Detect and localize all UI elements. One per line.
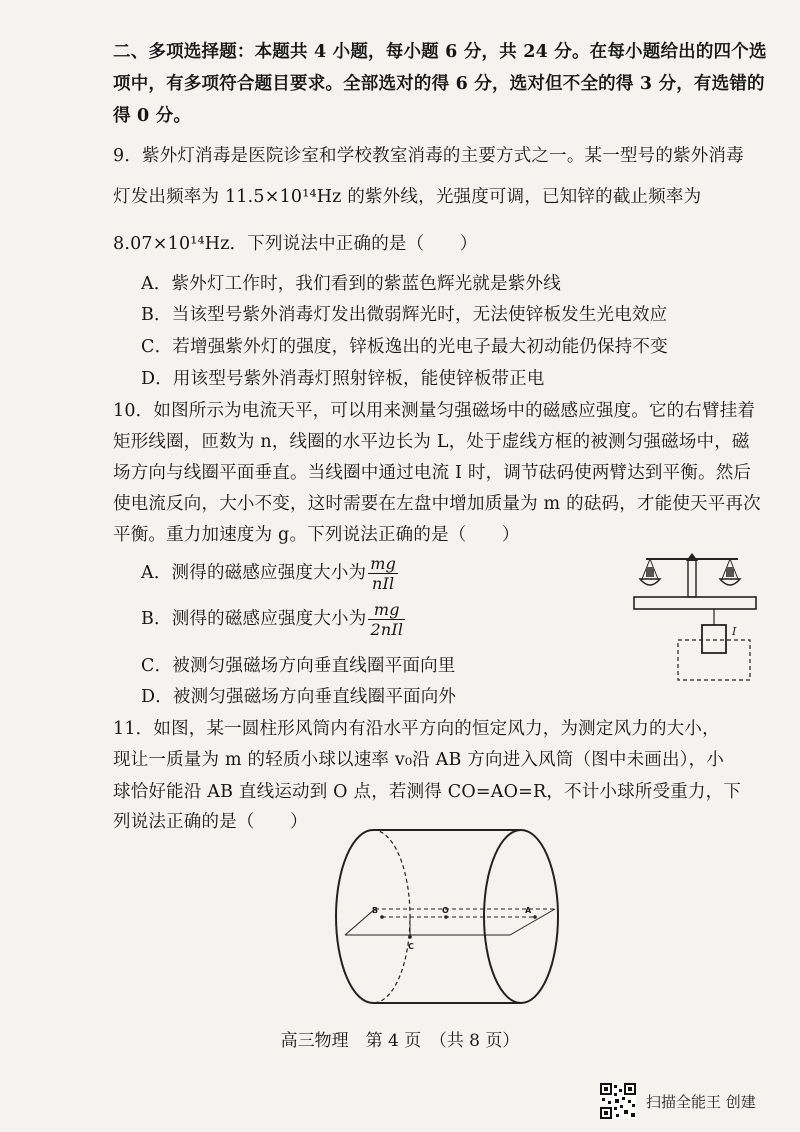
q9-stem-line3: 8.07×10¹⁴Hz．下列说法中正确的是（ ） [113, 234, 478, 254]
point-c-label: C [408, 942, 414, 951]
q10-option-b-denominator: 2nIl [370, 620, 404, 639]
q10-option-a-denominator: nIl [371, 574, 395, 593]
q10-stem-line2: 矩形线圈，匝数为 n，线圈的水平边长为 L，处于虚线方框的被测匀强磁场中，磁 [113, 432, 750, 452]
qr-code-icon [600, 1083, 636, 1119]
q10-stem-line5: 平衡。重力加速度为 g。下列说法正确的是（ ） [113, 525, 520, 545]
q10-option-b-fraction [368, 600, 405, 639]
q10-option-b-numerator: mg [368, 600, 405, 620]
wind-tunnel-figure [330, 825, 570, 1010]
section-header-line3: 得 0 分。 [113, 106, 192, 126]
scanner-label: 扫描全能王 创建 [646, 1092, 756, 1111]
magnetic-field-region [678, 640, 750, 680]
q10-option-a-numerator: mg [370, 554, 397, 573]
q9-stem-line2: 灯发出频率为 11.5×10¹⁴Hz 的紫外线，光强度可调，已知锌的截止频率为 [113, 187, 702, 207]
q10-stem-line3: 场方向与线圈平面垂直。当线圈中通过电流 I 时，调节砝码使两臂达到平衡。然后 [113, 463, 752, 483]
point-b-label: B [372, 906, 379, 915]
q10-stem-line1: 10．如图所示为电流天平，可以用来测量匀强磁场中的磁感应强度。它的右臂挂着 [113, 401, 756, 421]
q11-stem-line4: 列说法正确的是（ ） [113, 812, 308, 832]
q9-option-c: C．若增强紫外灯的强度，锌板逸出的光电子最大初动能仍保持不变 [141, 337, 668, 357]
current-balance-figure [630, 545, 760, 690]
section-header-line1: 二、多项选择题：本题共 4 小题，每小题 6 分，共 24 分。在每小题给出的四个选 [113, 42, 767, 62]
q11-stem-line2: 现让一质量为 m 的轻质小球以速率 v₀沿 AB 方向进入风筒（图中未画出），小 [113, 750, 725, 770]
section-header-line2: 项中，有多项符合题目要求。全部选对的得 6 分，选对但不全的得 3 分，有选错的 [113, 74, 765, 94]
scanner-watermark [600, 1083, 756, 1119]
page-footer: 高三物理 第 4 页 （共 8 页） [280, 1031, 520, 1051]
q9-option-b: B．当该型号紫外消毒灯发出微弱辉光时，无法使锌板发生光电效应 [141, 305, 668, 325]
q9-stem-line1: 9．紫外灯消毒是医院诊室和学校教室消毒的主要方式之一。某一型号的紫外消毒 [113, 146, 744, 166]
q10-option-c: C．被测匀强磁场方向垂直线圈平面向里 [141, 656, 456, 676]
q10-option-b [141, 600, 405, 639]
q10-stem-line4: 使电流反向，大小不变，这时需要在左盘中增加质量为 m 的砝码，才能使天平再次 [113, 494, 761, 514]
q10-option-b-text: B．测得的磁感应强度大小为 [141, 609, 367, 629]
point-o-label: O [442, 906, 449, 915]
q10-option-a-text: A．测得的磁感应强度大小为 [141, 563, 367, 583]
coil [702, 625, 726, 653]
point-a-label: A [525, 906, 532, 915]
q11-stem-line3: 球恰好能沿 AB 直线运动到 O 点，若测得 CO=AO=R，不计小球所受重力，下 [113, 782, 742, 802]
q11-stem-line1: 11．如图，某一圆柱形风筒内有沿水平方向的恒定风力，为测定风力的大小， [113, 719, 720, 739]
q10-option-d: D．被测匀强磁场方向垂直线圈平面向外 [141, 687, 457, 707]
q10-option-a-fraction [368, 554, 398, 593]
q10-option-a [141, 554, 398, 593]
q9-option-a: A．紫外灯工作时，我们看到的紫蓝色辉光就是紫外线 [141, 274, 561, 294]
q9-option-d: D．用该型号紫外消毒灯照射锌板，能使锌板带正电 [141, 369, 545, 389]
current-label: I [732, 625, 737, 638]
